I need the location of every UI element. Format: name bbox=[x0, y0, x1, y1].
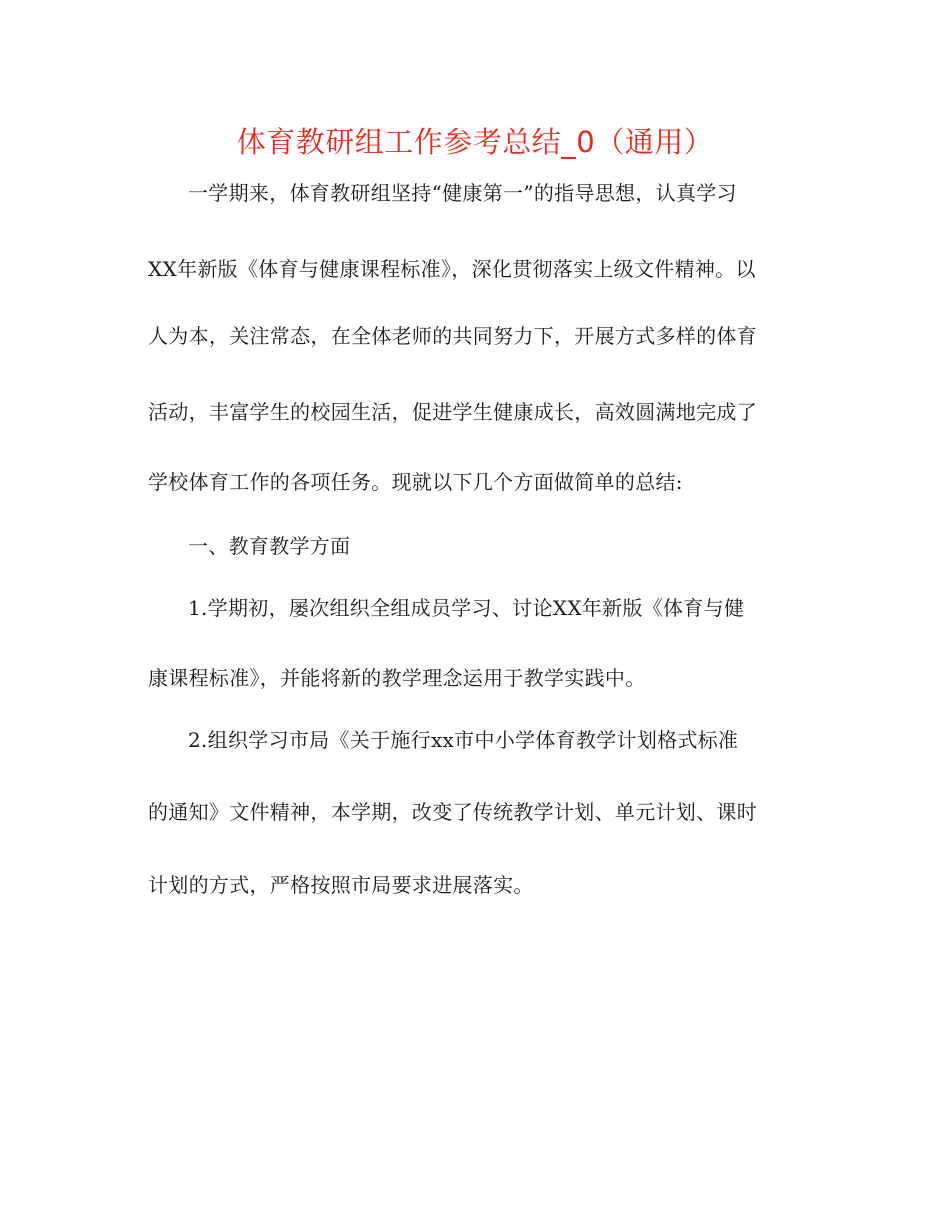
paragraph-line: 康课程标准》，并能将新的教学理念运用于教学实践中。 bbox=[148, 666, 646, 690]
paragraph-line: 学校体育工作的各项任务。现就以下几个方面做简单的总结: bbox=[148, 470, 683, 494]
paragraph-line: 2.组织学习市局《关于施行xx市中小学体育教学计划格式标准 bbox=[188, 728, 739, 752]
document-title: 体育教研组工作参考总结_0（通用） bbox=[236, 125, 714, 159]
paragraph-line: 一学期来，体育教研组坚持“健康第一”的指导思想，认真学习 bbox=[188, 181, 737, 205]
paragraph-line: XX年新版《体育与健康课程标准》，深化贯彻落实上级文件精神。以 bbox=[148, 257, 756, 281]
paragraph-line: 活动，丰富学生的校园生活，促进学生健康成长，高效圆满地完成了 bbox=[148, 400, 757, 424]
section-heading: 一、教育教学方面 bbox=[188, 534, 351, 558]
paragraph-line: 人为本，关注常态，在全体老师的共同努力下，开展方式多样的体育 bbox=[148, 324, 757, 348]
paragraph-line: 计划的方式，严格按照市局要求进展落实。 bbox=[148, 873, 534, 897]
paragraph-line: 1.学期初，屡次组织全组成员学习、讨论XX年新版《体育与健 bbox=[188, 596, 745, 620]
paragraph-line: 的通知》文件精神，本学期，改变了传统教学计划、单元计划、课时 bbox=[148, 800, 757, 824]
